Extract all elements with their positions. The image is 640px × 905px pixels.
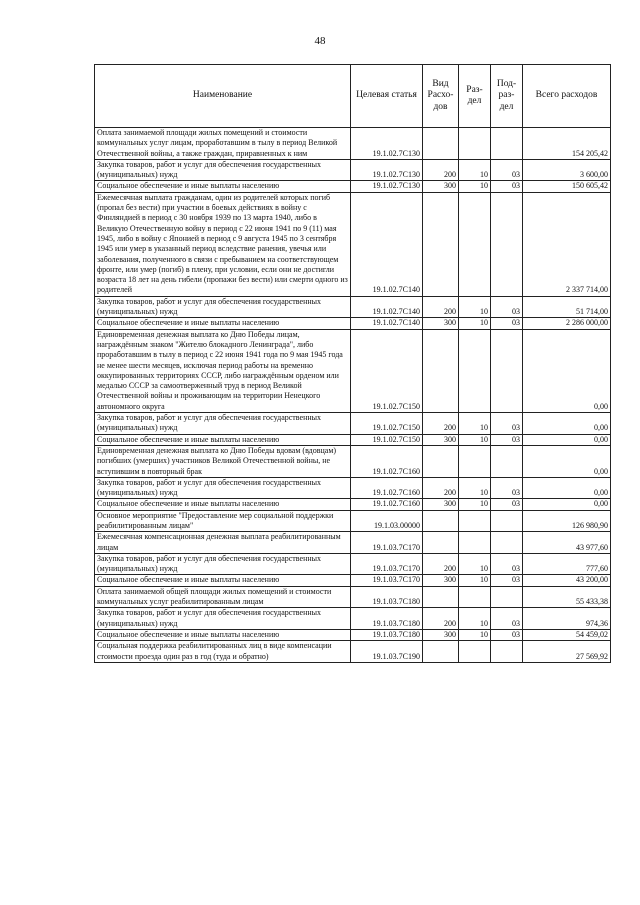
row-total-cell: 43 200,00 bbox=[523, 575, 611, 586]
row-target-cell: 19.1.03.7С170 bbox=[351, 532, 423, 554]
row-target-cell: 19.1.02.7С160 bbox=[351, 499, 423, 510]
row-type-cell bbox=[423, 510, 459, 532]
row-name-cell: Социальное обеспечение и иные выплаты населению bbox=[95, 629, 351, 640]
row-name-cell: Ежемесячная выплата гражданам, один из родителей которых погиб (пропал без вести) при участии в боевых действиях в войну с Финляндией в период с 30 ноября 1939 по 13 марта 1940, либо в Великую Отечественную войну в период с 22 июня 1941 по 9 (11) мая 1945, либо в войну с Японией в период с 9 августа 1945 по 3 сентября 1945 или умер в указанный период вследствие ранения, увечья или заболевания, полученного в связи с пребыванием на соответствующем фронте, или умер (погиб) в плену, при условии, если они не достигли возраста 18 лет на день гибели (пропажи без вести) или смерти одного из родителей bbox=[95, 192, 351, 296]
row-total-cell: 0,00 bbox=[523, 477, 611, 499]
row-name-cell: Социальное обеспечение и иные выплаты населению bbox=[95, 434, 351, 445]
row-target-cell: 19.1.03.00000 bbox=[351, 510, 423, 532]
table-row bbox=[95, 575, 611, 586]
row-total-cell: 0,00 bbox=[523, 445, 611, 477]
row-section-cell bbox=[459, 586, 491, 608]
row-total-cell: 51 714,00 bbox=[523, 296, 611, 318]
row-subsection-cell: 03 bbox=[491, 318, 523, 329]
row-section-cell: 10 bbox=[459, 477, 491, 499]
row-target-cell: 19.1.02.7С160 bbox=[351, 477, 423, 499]
row-name-cell: Единовременная денежная выплата ко Дню Победы лицам, награждённым знаком "Жителю блокадного Ленинграда", либо проработавшим в тылу в период с 22 июня 1941 года по 9 мая 1945 года не менее шести месяцев, исключая период работы на временно оккупированных территориях СССР, либо награждённым орденом или медалью СССР за самоотверженный труд в период Великой Отечественной войны и проживающим на территории Ненецкого автономного округа bbox=[95, 329, 351, 412]
row-name-cell: Закупка товаров, работ и услуг для обеспечения государственных (муниципальных) нужд bbox=[95, 608, 351, 630]
row-section-cell: 10 bbox=[459, 296, 491, 318]
row-section-cell bbox=[459, 445, 491, 477]
row-target-cell: 19.1.03.7С190 bbox=[351, 641, 423, 663]
table-row bbox=[95, 181, 611, 192]
row-target-cell: 19.1.03.7С170 bbox=[351, 575, 423, 586]
row-target-cell: 19.1.02.7С130 bbox=[351, 159, 423, 181]
row-target-cell: 19.1.02.7С140 bbox=[351, 296, 423, 318]
table-row bbox=[95, 128, 611, 160]
row-section-cell: 10 bbox=[459, 413, 491, 435]
row-target-cell: 19.1.02.7С160 bbox=[351, 445, 423, 477]
row-subsection-cell bbox=[491, 128, 523, 160]
row-type-cell: 200 bbox=[423, 477, 459, 499]
row-type-cell: 300 bbox=[423, 181, 459, 192]
row-total-cell: 974,36 bbox=[523, 608, 611, 630]
table-row bbox=[95, 532, 611, 554]
row-target-cell: 19.1.02.7С150 bbox=[351, 413, 423, 435]
row-total-cell: 777,60 bbox=[523, 553, 611, 575]
row-total-cell: 126 980,90 bbox=[523, 510, 611, 532]
row-type-cell: 200 bbox=[423, 159, 459, 181]
row-subsection-cell: 03 bbox=[491, 159, 523, 181]
row-name-cell: Закупка товаров, работ и услуг для обеспечения государственных (муниципальных) нужд bbox=[95, 413, 351, 435]
row-type-cell bbox=[423, 192, 459, 296]
row-total-cell: 154 205,42 bbox=[523, 128, 611, 160]
row-type-cell bbox=[423, 586, 459, 608]
table-header-row bbox=[95, 65, 611, 128]
row-target-cell: 19.1.02.7С130 bbox=[351, 128, 423, 160]
row-type-cell: 300 bbox=[423, 318, 459, 329]
row-total-cell: 0,00 bbox=[523, 434, 611, 445]
table-row bbox=[95, 159, 611, 181]
header-subsection: Под-раз-дел bbox=[491, 65, 523, 128]
table-row bbox=[95, 413, 611, 435]
row-name-cell: Оплата занимаемой общей площади жилых помещений и стоимости коммунальных услуг реабилитированным лицам bbox=[95, 586, 351, 608]
budget-table bbox=[94, 64, 611, 663]
row-section-cell: 10 bbox=[459, 575, 491, 586]
row-subsection-cell: 03 bbox=[491, 477, 523, 499]
row-total-cell: 0,00 bbox=[523, 499, 611, 510]
row-type-cell: 200 bbox=[423, 553, 459, 575]
row-type-cell: 300 bbox=[423, 575, 459, 586]
row-type-cell: 200 bbox=[423, 413, 459, 435]
row-subsection-cell bbox=[491, 510, 523, 532]
row-type-cell bbox=[423, 445, 459, 477]
row-section-cell: 10 bbox=[459, 181, 491, 192]
row-subsection-cell bbox=[491, 329, 523, 412]
row-subsection-cell: 03 bbox=[491, 553, 523, 575]
header-name: Наименование bbox=[95, 65, 351, 128]
row-name-cell: Социальное обеспечение и иные выплаты населению bbox=[95, 499, 351, 510]
row-subsection-cell bbox=[491, 445, 523, 477]
row-total-cell: 55 433,38 bbox=[523, 586, 611, 608]
table-row bbox=[95, 608, 611, 630]
row-section-cell bbox=[459, 329, 491, 412]
table-row bbox=[95, 641, 611, 663]
row-target-cell: 19.1.03.7С180 bbox=[351, 629, 423, 640]
table-row bbox=[95, 192, 611, 296]
row-type-cell bbox=[423, 641, 459, 663]
row-section-cell: 10 bbox=[459, 159, 491, 181]
row-section-cell: 10 bbox=[459, 553, 491, 575]
table-row bbox=[95, 510, 611, 532]
row-name-cell: Единовременная денежная выплата ко Дню Победы вдовам (вдовцам) погибших (умерших) участников Великой Отечественной войны, не вступившим в повторный брак bbox=[95, 445, 351, 477]
row-type-cell bbox=[423, 329, 459, 412]
table-row bbox=[95, 499, 611, 510]
row-type-cell: 300 bbox=[423, 629, 459, 640]
row-subsection-cell: 03 bbox=[491, 499, 523, 510]
row-subsection-cell: 03 bbox=[491, 413, 523, 435]
row-target-cell: 19.1.03.7С170 bbox=[351, 553, 423, 575]
row-section-cell bbox=[459, 641, 491, 663]
row-subsection-cell: 03 bbox=[491, 629, 523, 640]
table-row bbox=[95, 445, 611, 477]
header-type: Вид Расхо-дов bbox=[423, 65, 459, 128]
row-target-cell: 19.1.02.7С140 bbox=[351, 318, 423, 329]
row-type-cell bbox=[423, 532, 459, 554]
row-total-cell: 0,00 bbox=[523, 329, 611, 412]
row-section-cell: 10 bbox=[459, 608, 491, 630]
row-total-cell: 2 337 714,00 bbox=[523, 192, 611, 296]
row-name-cell: Социальное обеспечение и иные выплаты населению bbox=[95, 575, 351, 586]
table-row bbox=[95, 586, 611, 608]
row-name-cell: Закупка товаров, работ и услуг для обеспечения государственных (муниципальных) нужд bbox=[95, 553, 351, 575]
header-total: Всего расходов bbox=[523, 65, 611, 128]
table-row bbox=[95, 329, 611, 412]
row-total-cell: 27 569,92 bbox=[523, 641, 611, 663]
row-type-cell: 200 bbox=[423, 296, 459, 318]
row-subsection-cell: 03 bbox=[491, 181, 523, 192]
row-target-cell: 19.1.02.7С130 bbox=[351, 181, 423, 192]
row-total-cell: 43 977,60 bbox=[523, 532, 611, 554]
table-row bbox=[95, 553, 611, 575]
row-target-cell: 19.1.02.7С140 bbox=[351, 192, 423, 296]
row-type-cell: 300 bbox=[423, 434, 459, 445]
row-subsection-cell: 03 bbox=[491, 434, 523, 445]
table-row bbox=[95, 434, 611, 445]
row-subsection-cell bbox=[491, 586, 523, 608]
row-section-cell: 10 bbox=[459, 499, 491, 510]
table-row bbox=[95, 477, 611, 499]
row-name-cell: Социальное обеспечение и иные выплаты населению bbox=[95, 181, 351, 192]
row-section-cell: 10 bbox=[459, 434, 491, 445]
table-row bbox=[95, 296, 611, 318]
table-row bbox=[95, 629, 611, 640]
row-section-cell bbox=[459, 192, 491, 296]
row-name-cell: Оплата занимаемой площади жилых помещений и стоимости коммунальных услуг лицам, проработавшим в тылу в период Великой Отечественной войны, а также граждан, приравненных к ним bbox=[95, 128, 351, 160]
row-subsection-cell: 03 bbox=[491, 608, 523, 630]
table-body bbox=[95, 128, 611, 663]
row-section-cell: 10 bbox=[459, 318, 491, 329]
header-target: Целевая статья bbox=[351, 65, 423, 128]
row-total-cell: 54 459,02 bbox=[523, 629, 611, 640]
row-total-cell: 0,00 bbox=[523, 413, 611, 435]
row-subsection-cell bbox=[491, 532, 523, 554]
row-target-cell: 19.1.03.7С180 bbox=[351, 608, 423, 630]
table-row bbox=[95, 318, 611, 329]
page-number: 48 bbox=[314, 35, 326, 47]
header-section: Раз-дел bbox=[459, 65, 491, 128]
row-section-cell bbox=[459, 128, 491, 160]
row-section-cell bbox=[459, 510, 491, 532]
row-target-cell: 19.1.03.7С180 bbox=[351, 586, 423, 608]
row-type-cell: 300 bbox=[423, 499, 459, 510]
row-subsection-cell: 03 bbox=[491, 296, 523, 318]
row-section-cell: 10 bbox=[459, 629, 491, 640]
row-target-cell: 19.1.02.7С150 bbox=[351, 329, 423, 412]
row-subsection-cell bbox=[491, 641, 523, 663]
row-name-cell: Социальное обеспечение и иные выплаты населению bbox=[95, 318, 351, 329]
row-name-cell: Закупка товаров, работ и услуг для обеспечения государственных (муниципальных) нужд bbox=[95, 296, 351, 318]
row-type-cell bbox=[423, 128, 459, 160]
row-subsection-cell: 03 bbox=[491, 575, 523, 586]
row-total-cell: 3 600,00 bbox=[523, 159, 611, 181]
row-name-cell: Закупка товаров, работ и услуг для обеспечения государственных (муниципальных) нужд bbox=[95, 477, 351, 499]
row-name-cell: Закупка товаров, работ и услуг для обеспечения государственных (муниципальных) нужд bbox=[95, 159, 351, 181]
row-subsection-cell bbox=[491, 192, 523, 296]
row-type-cell: 200 bbox=[423, 608, 459, 630]
row-name-cell: Социальная поддержка реабилитированных лиц в виде компенсации стоимости проезда один раз в год (туда и обратно) bbox=[95, 641, 351, 663]
row-section-cell bbox=[459, 532, 491, 554]
row-name-cell: Основное мероприятие "Предоставление мер социальной поддержки реабилитированным лицам" bbox=[95, 510, 351, 532]
row-total-cell: 2 286 000,00 bbox=[523, 318, 611, 329]
row-name-cell: Ежемесячная компенсационная денежная выплата реабилитированным лицам bbox=[95, 532, 351, 554]
row-target-cell: 19.1.02.7С150 bbox=[351, 434, 423, 445]
row-total-cell: 150 605,42 bbox=[523, 181, 611, 192]
